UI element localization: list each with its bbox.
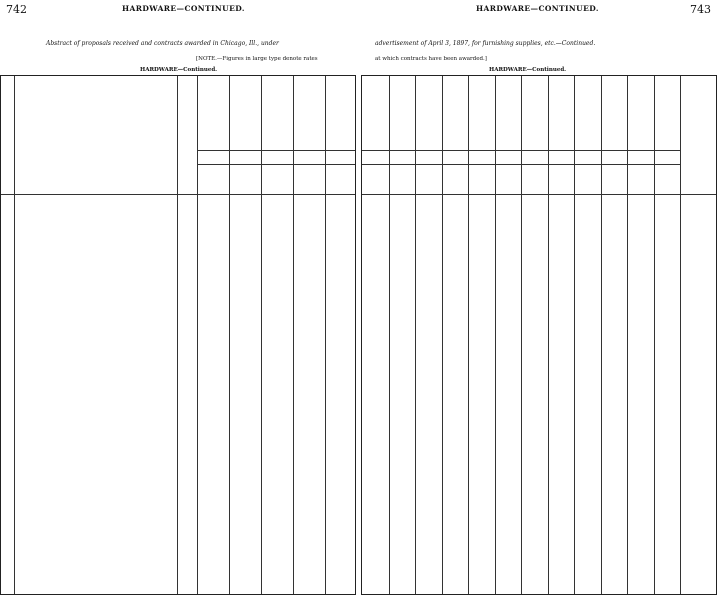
note-text-right: at which contracts have been awarded.]: [375, 56, 487, 62]
column-rule: [442, 76, 443, 594]
page-header-left: HARDWARE—CONTINUED.: [122, 4, 245, 13]
column-rule: [521, 76, 522, 594]
header-rule: [1, 194, 355, 195]
column-rule: [654, 76, 655, 594]
note-text-left: [NOTE.—Figures in large type denote rates: [196, 56, 318, 62]
page-number-left: 742: [6, 3, 27, 16]
right-page: [361, 0, 717, 600]
left-page: [0, 0, 356, 600]
column-rule: [229, 76, 230, 594]
column-rule: [14, 76, 15, 594]
bidder-rule: [197, 150, 355, 151]
abstract-caption-right: advertisement of April 3, 1897, for furnishing supplies, etc.—Continued.: [375, 40, 596, 47]
column-rule: [627, 76, 628, 594]
bid-table-left: [0, 75, 356, 595]
column-rule: [601, 76, 602, 594]
header-rule: [362, 194, 716, 195]
column-rule: [197, 76, 198, 594]
abstract-caption-left: Abstract of proposals received and contracts awarded in Chicago, Ill., under: [46, 40, 279, 47]
column-rule: [177, 76, 178, 594]
column-rule: [680, 76, 681, 594]
column-rule: [415, 76, 416, 594]
column-rule: [389, 76, 390, 594]
bidder-rule: [362, 150, 680, 151]
page-header-right: HARDWARE—CONTINUED.: [476, 4, 599, 13]
column-rule: [468, 76, 469, 594]
points-rule: [362, 164, 680, 165]
subheader-right: HARDWARE—Continued.: [489, 67, 567, 73]
column-rule: [325, 76, 326, 594]
bid-table-right: [361, 75, 717, 595]
column-rule: [548, 76, 549, 594]
column-rule: [293, 76, 294, 594]
column-rule: [574, 76, 575, 594]
column-rule: [261, 76, 262, 594]
points-rule: [197, 164, 355, 165]
page-number-right: 743: [690, 3, 711, 16]
subheader-left: HARDWARE—Continued.: [140, 67, 218, 73]
column-rule: [495, 76, 496, 594]
